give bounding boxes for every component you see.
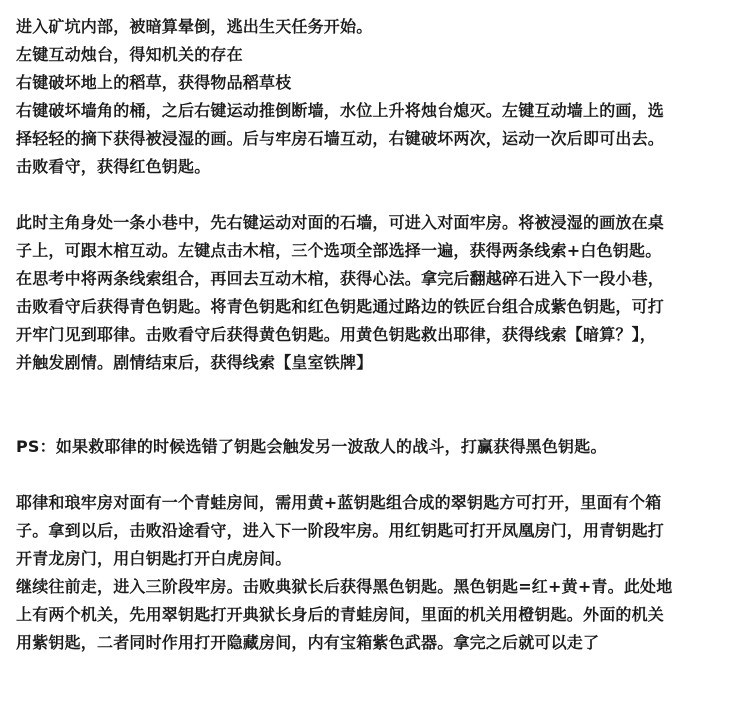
text-line: 击败看守，获得红色钥匙。 (16, 157, 211, 176)
paragraph-spacer (16, 377, 724, 433)
text-line: 击败看守后获得青色钥匙。将青色钥匙和红色钥匙通过路边的铁匠台组合成紫色钥匙，可打 (16, 297, 665, 316)
paragraph-prison-rooms (16, 489, 724, 657)
text-line: 择轻轻的摘下获得被浸湿的画。后与牢房石墙互动，右键破坏两次，运动一次后即可出去。 (16, 129, 665, 148)
paragraph-spacer (16, 461, 724, 489)
text-line: 子。拿到以后，击败沿途看守，进入下一阶段牢房。用红钥匙可打开凤凰房门，用青钥匙打 (16, 521, 665, 540)
paragraph-alley (16, 209, 724, 377)
text-line: 此时主角身处一条小巷中，先右键运动对面的石墙，可进入对面牢房。将被浸湿的画放在桌 (16, 213, 665, 232)
text-line: 耶律和琅牢房对面有一个青蛙房间，需用黄+蓝钥匙组合成的翠钥匙方可打开，里面有个箱 (16, 493, 662, 512)
text-line: 在思考中将两条线索组合，再回去互动木棺，获得心法。拿完后翻越碎石进入下一段小巷， (16, 269, 665, 288)
text-line: 上有两个机关，先用翠钥匙打开典狱长身后的青蛙房间，里面的机关用橙钥匙。外面的机关 (16, 605, 665, 624)
paragraph-mine-intro (16, 13, 724, 181)
text-line: PS：如果救耶律的时候选错了钥匙会触发另一波敌人的战斗，打赢获得黑色钥匙。 (16, 437, 607, 456)
article-body (16, 13, 724, 657)
text-line: 继续往前走，进入三阶段牢房。击败典狱长后获得黑色钥匙。黑色钥匙=红+黄+青。此处地 (16, 577, 673, 596)
paragraph-spacer (16, 181, 724, 209)
text-line: 开牢门见到耶律。击败看守后获得黄色钥匙。用黄色钥匙救出耶律，获得线索【暗算？】， (16, 325, 657, 344)
text-line: 子上，可跟木棺互动。左键点击木棺，三个选项全部选择一遍，获得两条线索+白色钥匙。 (16, 241, 662, 260)
text-line: 开青龙房门，用白钥匙打开白虎房间。 (16, 549, 292, 568)
text-line: 进入矿坑内部，被暗算晕倒，逃出生天任务开始。 (16, 17, 373, 36)
text-line: 右键破坏墙角的桶，之后右键运动推倒断墙，水位上升将烛台熄灭。左键互动墙上的画，选 (16, 101, 665, 120)
text-line: 左键互动烛台，得知机关的存在 (16, 45, 243, 64)
text-line: 并触发剧情。剧情结束后，获得线索【皇室铁牌】 (16, 353, 373, 372)
text-line: 用紫钥匙，二者同时作用打开隐藏房间，内有宝箱紫色武器。拿完之后就可以走了 (16, 633, 600, 652)
text-line: 右键破坏地上的稻草，获得物品稻草枝 (16, 73, 292, 92)
paragraph-ps-note (16, 433, 724, 461)
